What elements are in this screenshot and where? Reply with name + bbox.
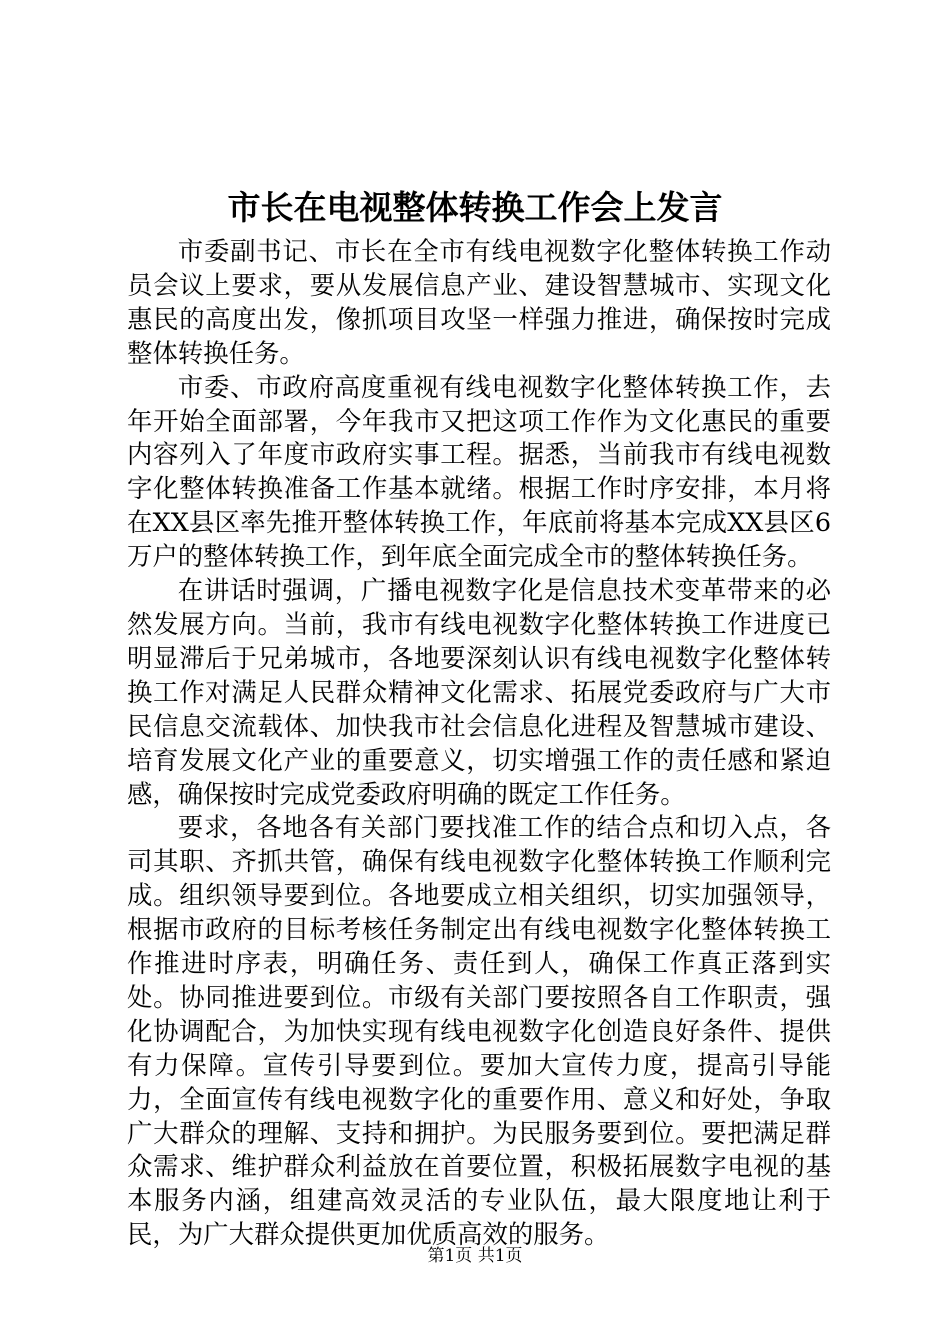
paragraph-3: 在讲话时强调，广播电视数字化是信息技术变革带来的必然发展方向。当前，我市有线电视数字化整体转换工作进度已明显滞后于兄弟城市，各地要深刻认识有线电视数字化整体转换工作对满足人民群众精神文化需求、拓展党委政府与广大市民信息交流载体、加快我市社会信息化进程及智慧城市建设、培育发展文化产业的重要意义，切实增强工作的责任感和紧迫感，确保按时完成党委政府明确的既定工作任务。 xyxy=(127,575,831,809)
paragraph-2: 市委、市政府高度重视有线电视数字化整体转换工作，去年开始全面部署，今年我市又把这项工作作为文化惠民的重要内容列入了年度市政府实事工程。据悉，当前我市有线电视数字化整体转换准备工作基本就绪。根据工作时序安排，本月将在XX县区率先推开整体转换工作，年底前将基本完成XX县区6万户的整体转换工作，到年底全面完成全市的整体转换任务。 xyxy=(127,371,831,572)
paragraph-4: 要求，各地各有关部门要找准工作的结合点和切入点，各司其职、齐抓共管，确保有线电视数字化整体转换工作顺利完成。组织领导要到位。各地要成立相关组织，切实加强领导，根据市政府的目标考核任务制定出有线电视数字化整体转换工作推进时序表，明确任务、责任到人，确保工作真正落到实处。协同推进要到位。市级有关部门要按照各自工作职责，强化协调配合，为加快实现有线电视数字化创造良好条件、提供有力保障。宣传引导要到位。要加大宣传力度，提高引导能力，全面宣传有线电视数字化的重要作用、意义和好处，争取广大群众的理解、支持和拥护。为民服务要到位。要把满足群众需求、维护群众利益放在首要位置，积极拓展数字电视的基本服务内涵，组建高效灵活的专业队伍，最大限度地让利于民，为广大群众提供更加优质高效的服务。 xyxy=(127,812,831,1250)
page-footer: 第1页 共1页 xyxy=(427,1246,523,1266)
document-title: 市长在电视整体转换工作会上发言 xyxy=(227,188,723,227)
paragraph-1: 市委副书记、市长在全市有线电视数字化整体转换工作动员会议上要求，要从发展信息产业、建设智慧城市、实现文化惠民的高度出发，像抓项目攻坚一样强力推进，确保按时完成整体转换任务。 xyxy=(127,236,831,368)
document-body xyxy=(127,235,831,1252)
